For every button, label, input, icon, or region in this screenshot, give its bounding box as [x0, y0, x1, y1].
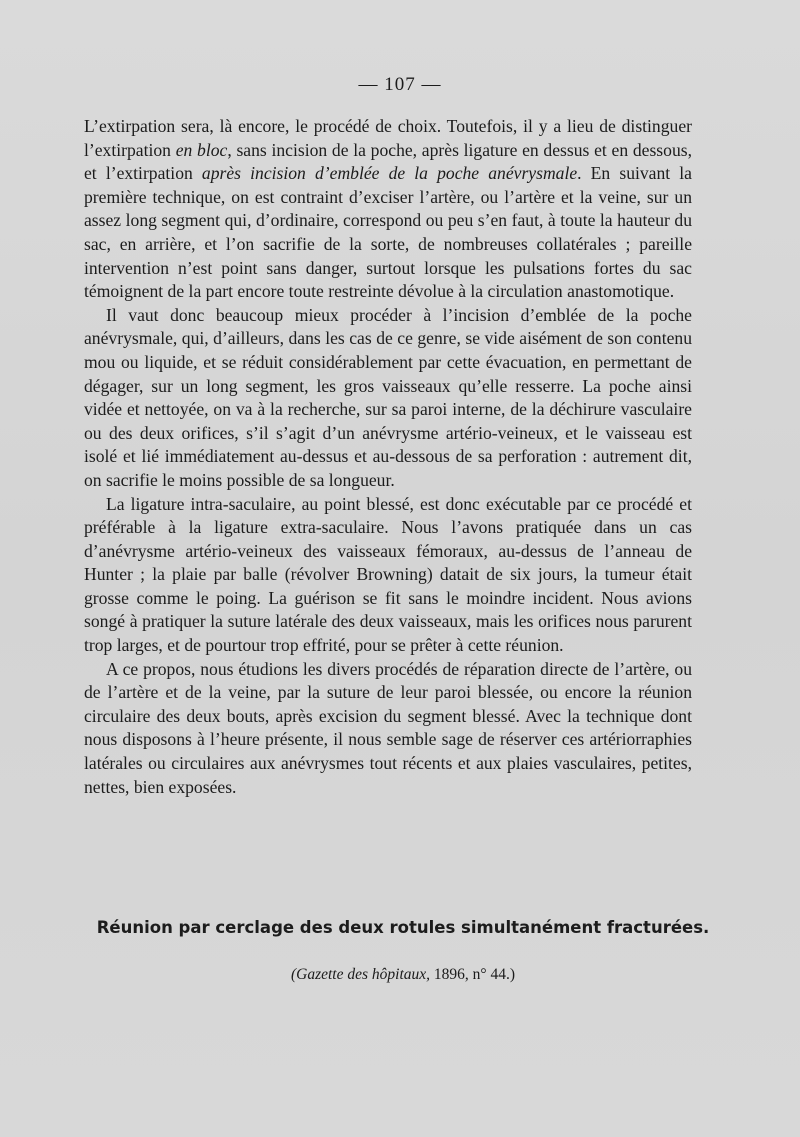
paragraph-1-emphasis-en-bloc: en bloc [175, 139, 228, 160]
page-number: — 107 — [358, 74, 442, 95]
paragraph-4: A ce propos, nous étudions les divers procédés de réparation directe de l’artère, ou de l’artère et de la veine, par la suture de leur paroi blessée, ou encore la réunion circulaire des deux bouts, après excision du segment blessé. Avec la technique dont nous disposons à l’heure présente, il nous semble sage de réserver ces artériorraphies latérales ou circulaires aux anévrysmes tout récents et aux plaies vasculaires, petites, nettes, bien exposées. [84, 658, 692, 797]
paragraph-1 [84, 115, 692, 304]
paragraph-1-part-c: , sans incision de la poche, après ligature en dessus et en dessous, et l’extirpation [84, 139, 692, 184]
paragraph-2: Il vaut donc beaucoup mieux procéder à l’incision d’emblée de la poche anévrysmale, qui, d’ailleurs, dans les cas de ce genre, se vide aisément de son contenu mou ou liquide, et se réduit considérablement par cette évacuation, en permettant de dégager, sur un long segment, les gros vaisseaux qu’elle resserre. La poche ainsi vidée et nettoyée, on va à la recherche, sur sa paroi interne, de la déchirure vasculaire ou des deux orifices, s’il s’agit d’un anévrysme artério-veineux, et le vaisseau est isolé et lié immédiatement au-dessus et au-dessous de sa perforation : autrement dit, on sacrifie le moins possible de sa longueur. [84, 304, 692, 490]
source-year-number: 1896, n° 44.) [430, 966, 516, 983]
source-journal: (Gazette des hôpitaux, [290, 966, 431, 983]
source-citation [84, 966, 722, 984]
paragraph-1-emphasis-incision: après incision d’emblée de la poche anévrysmale [201, 163, 578, 184]
section-title: Réunion par cerclage des deux rotules simultanément fracturées. [96, 918, 710, 937]
paragraph-1-part-e: . En suivant la première technique, on est contraint d’exciser l’artère, ou l’artère et la veine, sur un assez long segment qui, d’ordinaire, correspond ou peu s’en faut, à toute la hauteur du sac, en arrière, et l’on sacrifie de la sorte, de nombreuses collatérales ; pareille intervention n’est point sans danger, surtout lorsque les pulsations fortes du sac témoignent de la part encore toute restreinte dévolue à la circulation anastomotique. [84, 163, 692, 302]
paragraph-1-part-a: L’extirpation sera, là encore, le procédé de choix. Toutefois, il y a lieu de distinguer l’extirpation [84, 116, 692, 160]
body-text [84, 115, 692, 799]
paragraph-3: La ligature intra-saculaire, au point blessé, est donc exécutable par ce procédé et préférable à la ligature extra-saculaire. Nous l’avons pratiquée dans un cas d’anévrysme artério-veineux des vaisseaux fémoraux, au-dessus de l’anneau de Hunter ; la plaie par balle (révolver Browning) datait de six jours, la tumeur était grosse comme le poing. La guérison se fit sans le moindre incident. Nous avions songé à pratiquer la suture latérale des deux vaisseaux, mais les orifices nous parurent trop larges, et de pourtour trop effrité, pour se prêter à cette réunion. [84, 493, 692, 656]
